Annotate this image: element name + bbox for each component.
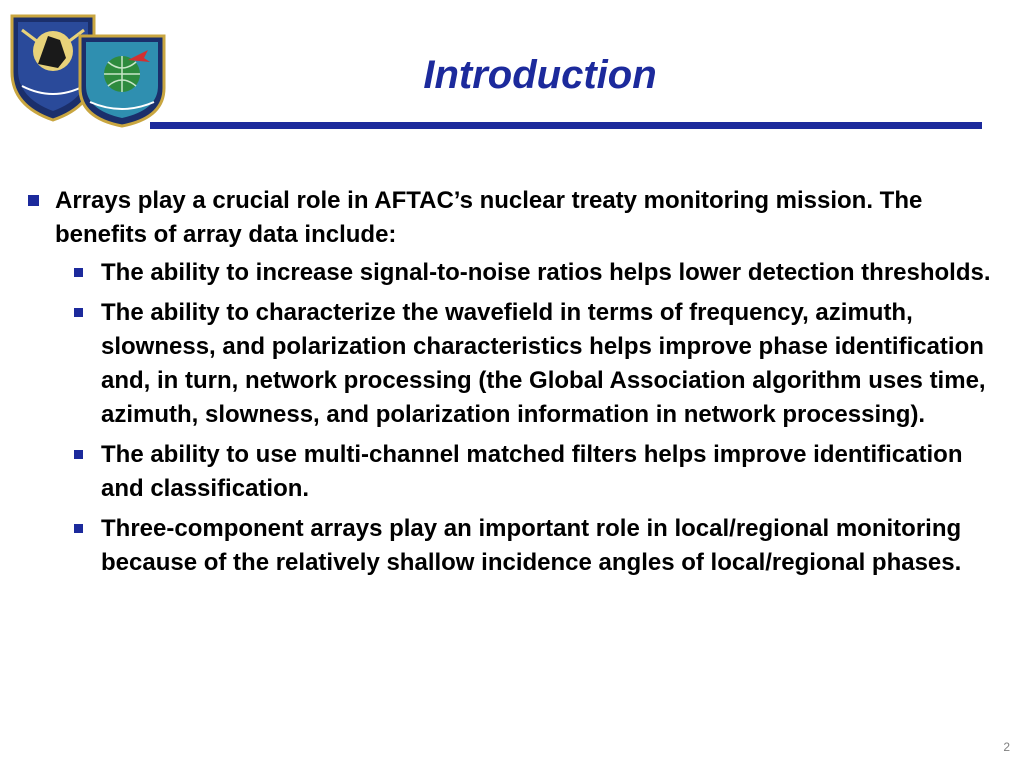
square-bullet-icon xyxy=(74,450,83,459)
page-number: 2 xyxy=(1003,740,1010,754)
square-bullet-icon xyxy=(74,524,83,533)
slide-title: Introduction xyxy=(423,53,657,97)
sub-bullet xyxy=(74,512,1003,580)
sub-bullet xyxy=(74,296,1003,432)
sub-bullet xyxy=(74,438,1003,506)
sub-bullet xyxy=(74,256,1003,290)
sub-bullet-text: The ability to characterize the wavefield in terms of frequency, azimuth, slowness, and polarization characteristics helps improve phase identification and, in turn, network processing (the Global Association algorithm uses time, azimuth, slowness, and polarization information in network processing). xyxy=(101,299,986,428)
sub-bullet-text: The ability to increase signal-to-noise ratios helps lower detection thresholds. xyxy=(101,259,991,286)
square-bullet-icon xyxy=(74,308,83,317)
title-underline xyxy=(150,122,982,129)
sub-bullet-text: The ability to use multi-channel matched filters helps improve identification and classification. xyxy=(101,441,963,502)
square-bullet-icon xyxy=(74,268,83,277)
main-bullet xyxy=(28,184,1003,252)
slide-content xyxy=(28,184,1003,586)
square-bullet-icon xyxy=(28,195,39,206)
main-bullet-text: Arrays play a crucial role in AFTAC’s nuclear treaty monitoring mission. The benefits of array data include: xyxy=(55,187,923,248)
sub-bullet-text: Three-component arrays play an important role in local/regional monitoring because of the relatively shallow incidence angles of local/regional phases. xyxy=(101,515,962,576)
